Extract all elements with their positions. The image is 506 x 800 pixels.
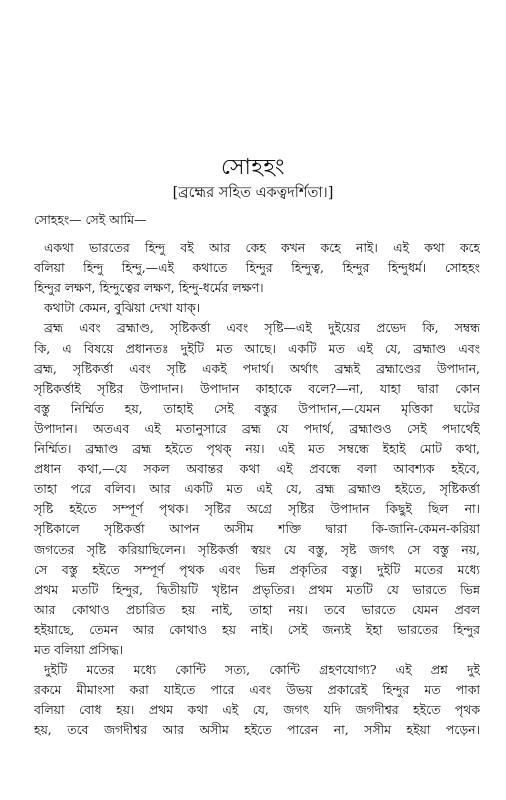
text-line: বলিয়া হিন্দু হিন্দু,—এই কথাতে হিন্দুর হিন্দুত্ব, হিন্দুর হিন্দুধর্ম। সোহহং [34,260,480,276]
text-line: হইয়াছে, তেমন আর কোথাও হয় নাই। সেই জন্যই ইহা ভারতের হিন্দুর [34,621,480,637]
text-line: সৃষ্টিকর্ত্তাই সৃষ্টির উপাদান। উপাদান কাহাকে বলে?—না, যাহা দ্বারা কোন [34,380,480,396]
text-line: তাহা পরে বলিব। আর একটি মত এই যে, ব্রহ্ম ব্রহ্মাণ্ড হইতে, সৃষ্টিকর্ত্তা [34,481,480,497]
text-line: বস্তু নির্ম্মিত হয়, তাহাই সেই বস্তুর উপাদান,—যেমন মৃত্তিকা ঘটের [34,400,480,416]
text-line: প্রথম মতটি হিন্দুর, দ্বিতীয়টি খৃষ্টান প্রভৃতির। প্রথম মতটি যে ভারতে ভিন্ন [34,581,480,597]
text-line: কি, এ বিষয়ে প্রধানতঃ দুইটি মত আছে। একটি মত এই যে, ব্রহ্মাণ্ড এবং [34,340,480,356]
text-line: বলিয়া বোধ হয়। প্রথম কথা এই যে, জগৎ যদি জগদীশ্বর হইতে পৃথক [34,702,480,718]
text-line: সৃষ্টিকালে সৃষ্টিকর্ত্তা আপন অসীম শক্তি দ্বারা কি-জানি-কেমন-করিয়া [34,521,480,537]
text-line: উপাদান। অতএব এই মতানুসারে ব্রহ্ম যে পদার্থ, ব্রহ্মাণ্ডও সেই পদার্থেই [34,420,480,436]
text-line: রকমে মীমাংসা করা যাইতে পারে এবং উভয় প্রকারেই হিন্দুর মত পাকা [34,682,480,698]
text-line: আর কোথাও প্রচারিত হয় নাই, তাহা নয়। তবে ভারতে যেমন প্রবল [34,601,480,617]
text-line: নির্ম্মিত। ব্রহ্মাণ্ড ব্রহ্ম হইতে পৃথক্ নয়। এই মত সম্বন্ধে ইহাই মোট কথা, [34,441,480,457]
text-line: ব্রহ্ম, সৃষ্টিকর্ত্তা এবং সৃষ্টি একই পদার্থ। অর্থাৎ ব্রহ্মই ব্রহ্মাণ্ডের উপাদান, [34,360,480,376]
text-line: একথা ভারতের হিন্দু বই আর কেহ কখন কহে নাই। এই কথা কহে [44,240,480,256]
text-line: প্রধান কথা,—যে সকল অবান্তর কথা এই প্রবন্ধে বলা আবশ্যক হইবে, [34,461,480,477]
page-title: সোহহং [221,155,285,180]
text-line: মত বলিয়া প্রসিদ্ধ। [34,641,124,657]
text-line: দুইটি মতের মধ্যে কোন্টি সত্য, কোন্টি গ্রহণযোগ্য? এই প্রশ্ন দুই [44,662,480,678]
text-line: সৃষ্টি হইতে সম্পূর্ণ পৃথক। সৃষ্টির অগ্রে সৃষ্টির উপাদান কিছুই ছিল না। [34,501,480,517]
text-line: সোহহং— সেই আমি— [34,212,147,227]
text-line: হিন্দুর লক্ষণ, হিন্দুত্বের লক্ষণ, হিন্দু-ধর্মের লক্ষণ। [34,280,264,296]
body-text [34,210,480,740]
text-line: জগতের সৃষ্টি করিয়াছিলেন। সৃষ্টিকর্ত্তা স্বয়ং যে বস্তু, সৃষ্ট জগৎ সে বস্তু নয়, [34,541,480,557]
text-line: হয়, তবে জগদীশ্বর আর অসীম হইতে পারেন না, সসীম হইয়া পড়েন। [34,722,480,738]
text-line: ব্রহ্ম এবং ব্রহ্মাণ্ড, সৃষ্টিকর্ত্তা এবং সৃষ্টি—এই দুইয়ের প্রভেদ কি, সম্বন্ধ [44,320,480,336]
text-line: সে বস্তু হইতে সম্পূর্ণ পৃথক এবং ভিন্ন প্রকৃতির বস্তু। দুইটি মতের মধ্যে [34,561,480,577]
page-subtitle: [ব্রহ্মের সহিত একত্বদর্শিতা।] [172,185,334,201]
text-line: কথাটা কেমন, বুঝিয়া দেখা যাক্। [44,300,201,316]
